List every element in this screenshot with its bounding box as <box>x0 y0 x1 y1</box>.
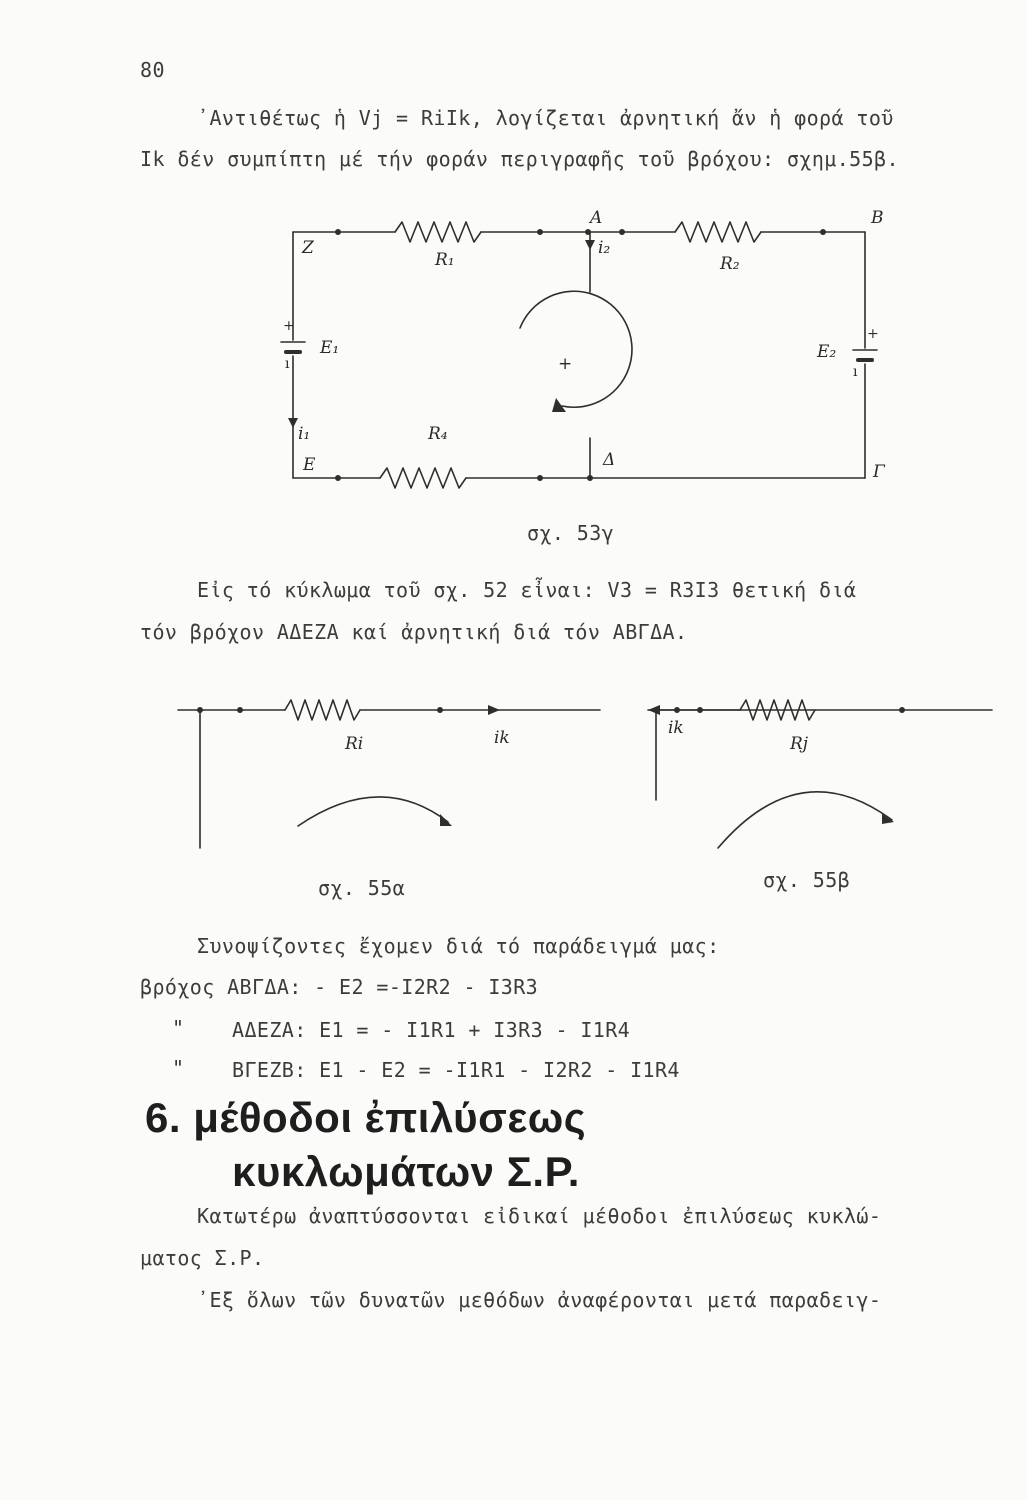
fig55a-resistor-label: Ri <box>345 734 364 754</box>
node-label-b: B <box>871 208 884 228</box>
paragraph-2-line-2: τόν βρόχον ΑΔΕΖΑ καί ἀρνητική διά τόν ΑΒΓΔΑ. <box>140 620 688 644</box>
paragraph-3-line-1: Κατωτέρω ἀναπτύσσονται εἰδικαί μέθοδοι ἐπιλύσεως κυκλώ- <box>197 1204 882 1228</box>
source-label-e1: E₁ <box>320 338 340 358</box>
ditto-mark-2: " <box>172 1056 185 1080</box>
current-label-i2: i₂ <box>598 238 611 258</box>
current-label-i1: i₁ <box>298 424 311 444</box>
e1-minus-mark: ı <box>285 356 290 372</box>
fig55a-current-label: ik <box>494 728 510 748</box>
section-heading-line-1: 6. μέθοδοι ἐπιλύσεως <box>145 1094 587 1141</box>
resistor-label-r1: R₁ <box>435 250 455 270</box>
resistor-label-r2: R₂ <box>720 254 740 274</box>
e2-minus-mark: ı <box>853 364 858 380</box>
node-label-z: Z <box>302 238 314 258</box>
source-label-e2: E₂ <box>817 342 837 362</box>
node-label-delta: Δ <box>603 450 616 470</box>
equation-loop-abgda: βρόχος ΑΒΓΔΑ: - E2 =-I2R2 - I3R3 <box>140 975 539 999</box>
page-number: 80 <box>140 58 165 82</box>
node-label-gamma: Γ <box>873 462 885 482</box>
e1-plus-mark: + <box>283 318 295 334</box>
paragraph-1-line-2: Ik δέν συμπίπτη μέ τήν φοράν περιγραφῆς τοῦ βρόχου: σχημ.55β. <box>140 147 899 171</box>
paragraph-3-line-2: ματος Σ.Ρ. <box>140 1246 265 1270</box>
summary-intro: Συνοψίζοντες ἔχομεν διά τό παράδειγμά μας: <box>197 934 720 958</box>
node-label-e: E <box>303 455 316 475</box>
section-heading-line-2: κυκλωμάτων Σ.Ρ. <box>232 1148 580 1195</box>
figure-55b-caption: σχ. 55β <box>763 868 851 892</box>
ditto-mark-1: " <box>172 1016 185 1040</box>
fig55b-current-label: ik <box>668 718 684 738</box>
equation-loop-bgezb: ΒΓΕΖΒ: E1 - E2 = -I1R1 - I2R2 - I1R4 <box>232 1058 680 1082</box>
paragraph-2-line-1: Εἰς τό κύκλωμα τοῦ σχ. 52 εἶναι: V3 = R3I3 θετική διά <box>197 578 857 602</box>
node-label-a: A <box>590 208 603 228</box>
e2-plus-mark: + <box>867 326 879 342</box>
resistor-label-r4: R₄ <box>428 424 448 444</box>
figure-55a-caption: σχ. 55α <box>318 876 406 900</box>
fig55b-resistor-label: Rj <box>790 734 809 754</box>
loop-sign-plus: + <box>558 354 573 374</box>
paragraph-1-line-1: ᾿Αντιθέτως ἡ Vj = RiIk, λογίζεται ἀρνητική ἄν ἡ φορά τοῦ <box>197 106 894 130</box>
paragraph-3-line-3: ᾿Εξ ὅλων τῶν δυνατῶν μεθόδων ἀναφέρονται μετά παραδειγ- <box>197 1288 882 1312</box>
equation-loop-adeza: ΑΔΕΖΑ: E1 = - I1R1 + I3R3 - I1R4 <box>232 1018 631 1042</box>
figure-53g-caption: σχ. 53γ <box>527 521 615 545</box>
